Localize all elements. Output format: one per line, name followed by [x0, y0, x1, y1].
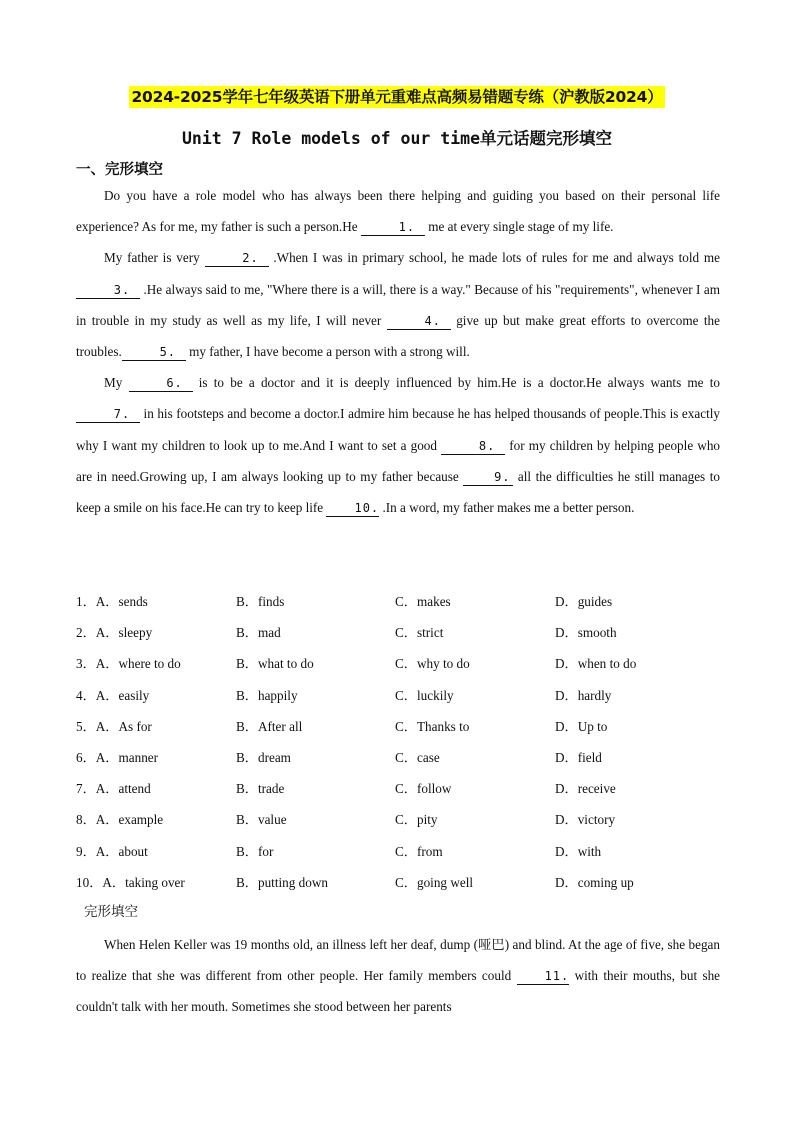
- passage-text: my father, I have become a person with a strong will.: [189, 344, 470, 360]
- blank-10[interactable]: 10.: [326, 500, 379, 517]
- blank-5[interactable]: 5.: [122, 344, 186, 361]
- option-a[interactable]: 3．A．where to do: [76, 656, 181, 672]
- option-d[interactable]: D．guides: [555, 594, 613, 609]
- question-row: [76, 773, 726, 804]
- option-c[interactable]: C．follow: [395, 781, 452, 797]
- option-b[interactable]: B．mad: [236, 625, 281, 641]
- option-c[interactable]: C．strict: [395, 625, 444, 641]
- option-b[interactable]: B．putting down: [236, 874, 328, 890]
- option-b[interactable]: B．finds: [236, 594, 285, 609]
- page-subtitle: [182, 129, 612, 148]
- paragraph-3: [76, 367, 720, 523]
- option-c[interactable]: C．makes: [395, 594, 451, 609]
- subtitle-chinese: 单元话题完形填空: [480, 129, 612, 148]
- blank-8[interactable]: 8.: [441, 438, 505, 455]
- blank-9[interactable]: 9.: [463, 469, 513, 486]
- question-row: [76, 836, 726, 867]
- blank-1[interactable]: 1.: [361, 219, 425, 236]
- blank-11[interactable]: 11.: [517, 968, 570, 985]
- option-c[interactable]: C．luckily: [395, 687, 454, 703]
- question-row: [76, 867, 726, 898]
- subtitle-row: [0, 128, 794, 150]
- option-d[interactable]: D．coming up: [555, 874, 634, 890]
- option-c[interactable]: C．going well: [395, 874, 474, 890]
- passage-text: for my children by helping people who are in need.Growing up, I am always looking up to my father because: [76, 437, 721, 484]
- question-row: [76, 648, 726, 679]
- option-d[interactable]: D．receive: [555, 781, 616, 797]
- option-b[interactable]: B．trade: [236, 781, 285, 797]
- passage-text: .When I was in primary school, he made lots of rules for me and always told me: [273, 250, 721, 266]
- option-a[interactable]: 2．A．sleepy: [76, 625, 153, 641]
- option-c[interactable]: C．Thanks to: [395, 718, 470, 734]
- question-row: [76, 711, 726, 742]
- paragraph-2: [76, 242, 720, 367]
- option-b[interactable]: B．After all: [236, 718, 303, 734]
- option-b[interactable]: B．for: [236, 843, 274, 859]
- paragraph-1: [76, 180, 720, 242]
- passage-helen-keller: [76, 929, 720, 1023]
- passage-text: .He always said to me, "Where there is a will, there is a way." Because of his "requirements", whenever I am in trouble in my study as well as my life, I will never: [76, 281, 721, 328]
- option-d[interactable]: D．when to do: [555, 656, 637, 672]
- question-row: [76, 680, 726, 711]
- passage-text: My father is very: [104, 250, 200, 266]
- option-c[interactable]: C．why to do: [395, 656, 470, 672]
- option-a[interactable]: 6．A．manner: [76, 749, 159, 765]
- blank-3[interactable]: 3.: [76, 282, 140, 299]
- page-title: 2024-2025学年七年级英语下册单元重难点高频易错题专练（沪教版2024）: [131, 88, 663, 106]
- option-a[interactable]: 1．A．sends: [76, 594, 148, 609]
- option-d[interactable]: D．hardly: [555, 687, 612, 703]
- option-c[interactable]: C．from: [395, 843, 443, 859]
- option-a[interactable]: 9．A．about: [76, 843, 148, 859]
- passage-text: My: [104, 375, 123, 391]
- section-heading-cloze-2: 完形填空: [84, 904, 138, 920]
- option-b[interactable]: B．dream: [236, 749, 291, 765]
- passage-text: is to be a doctor and it is deeply influenced by him.He is a doctor.He always wants me to: [198, 375, 721, 391]
- blank-6[interactable]: 6.: [129, 375, 193, 392]
- passage-text: .In a word, my father makes me a better person.: [382, 500, 635, 516]
- option-b[interactable]: B．happily: [236, 687, 298, 703]
- option-d[interactable]: D．victory: [555, 812, 616, 828]
- passage-text: When Helen Keller was 19 months old, an illness left her deaf, dump (哑巴) and blind. At the age of five, she began to realize that she was different from other people. Her family members could: [76, 937, 720, 984]
- answer-options: [76, 586, 726, 898]
- option-a[interactable]: 10．A．taking over: [76, 874, 185, 890]
- blank-4[interactable]: 4.: [387, 313, 451, 330]
- option-a[interactable]: 4．A．easily: [76, 687, 150, 703]
- question-row: [76, 617, 726, 648]
- option-c[interactable]: C．pity: [395, 812, 438, 828]
- passage-role-model: [76, 180, 720, 523]
- passage-text: me at every single stage of my life.: [428, 219, 614, 235]
- passage-text: in his footsteps and become a doctor.I admire him because he has helped thousands of people.This is exactly why I want my children to look up to me.And I want to set a good: [76, 406, 721, 453]
- option-a[interactable]: 8．A．example: [76, 812, 164, 828]
- passage-text: Do you have a role model who has always been there helping and guiding you based on their personal life experience? As for me, my father is such a person.He: [76, 188, 720, 235]
- question-row: [76, 804, 726, 835]
- option-d[interactable]: D．smooth: [555, 625, 617, 641]
- passage-text: with their mouths, but she couldn't talk with her mouth. Sometimes she stood between her parents: [76, 968, 721, 1015]
- option-b[interactable]: B．value: [236, 812, 287, 828]
- option-d[interactable]: D．with: [555, 843, 602, 859]
- question-row: [76, 742, 726, 773]
- paragraph-helen-1: [76, 929, 720, 1023]
- option-d[interactable]: D．Up to: [555, 718, 608, 734]
- blank-2[interactable]: 2.: [205, 250, 269, 267]
- passage-text: all the difficulties he still manages to keep a smile on his face.He can try to keep life: [76, 468, 721, 516]
- passage-text: give up but make great efforts to overcome the troubles.: [76, 312, 721, 360]
- option-c[interactable]: C．case: [395, 749, 440, 765]
- section-heading-cloze: 一、完形填空: [76, 162, 163, 178]
- option-a[interactable]: 7．A．attend: [76, 781, 151, 797]
- blank-7[interactable]: 7.: [76, 406, 140, 423]
- option-b[interactable]: B．what to do: [236, 656, 314, 672]
- header: [0, 86, 794, 108]
- option-a[interactable]: 5．A．As for: [76, 718, 152, 734]
- question-row: [76, 586, 726, 617]
- subtitle-english: Unit 7 Role models of our time: [181, 129, 480, 148]
- option-d[interactable]: D．field: [555, 749, 602, 765]
